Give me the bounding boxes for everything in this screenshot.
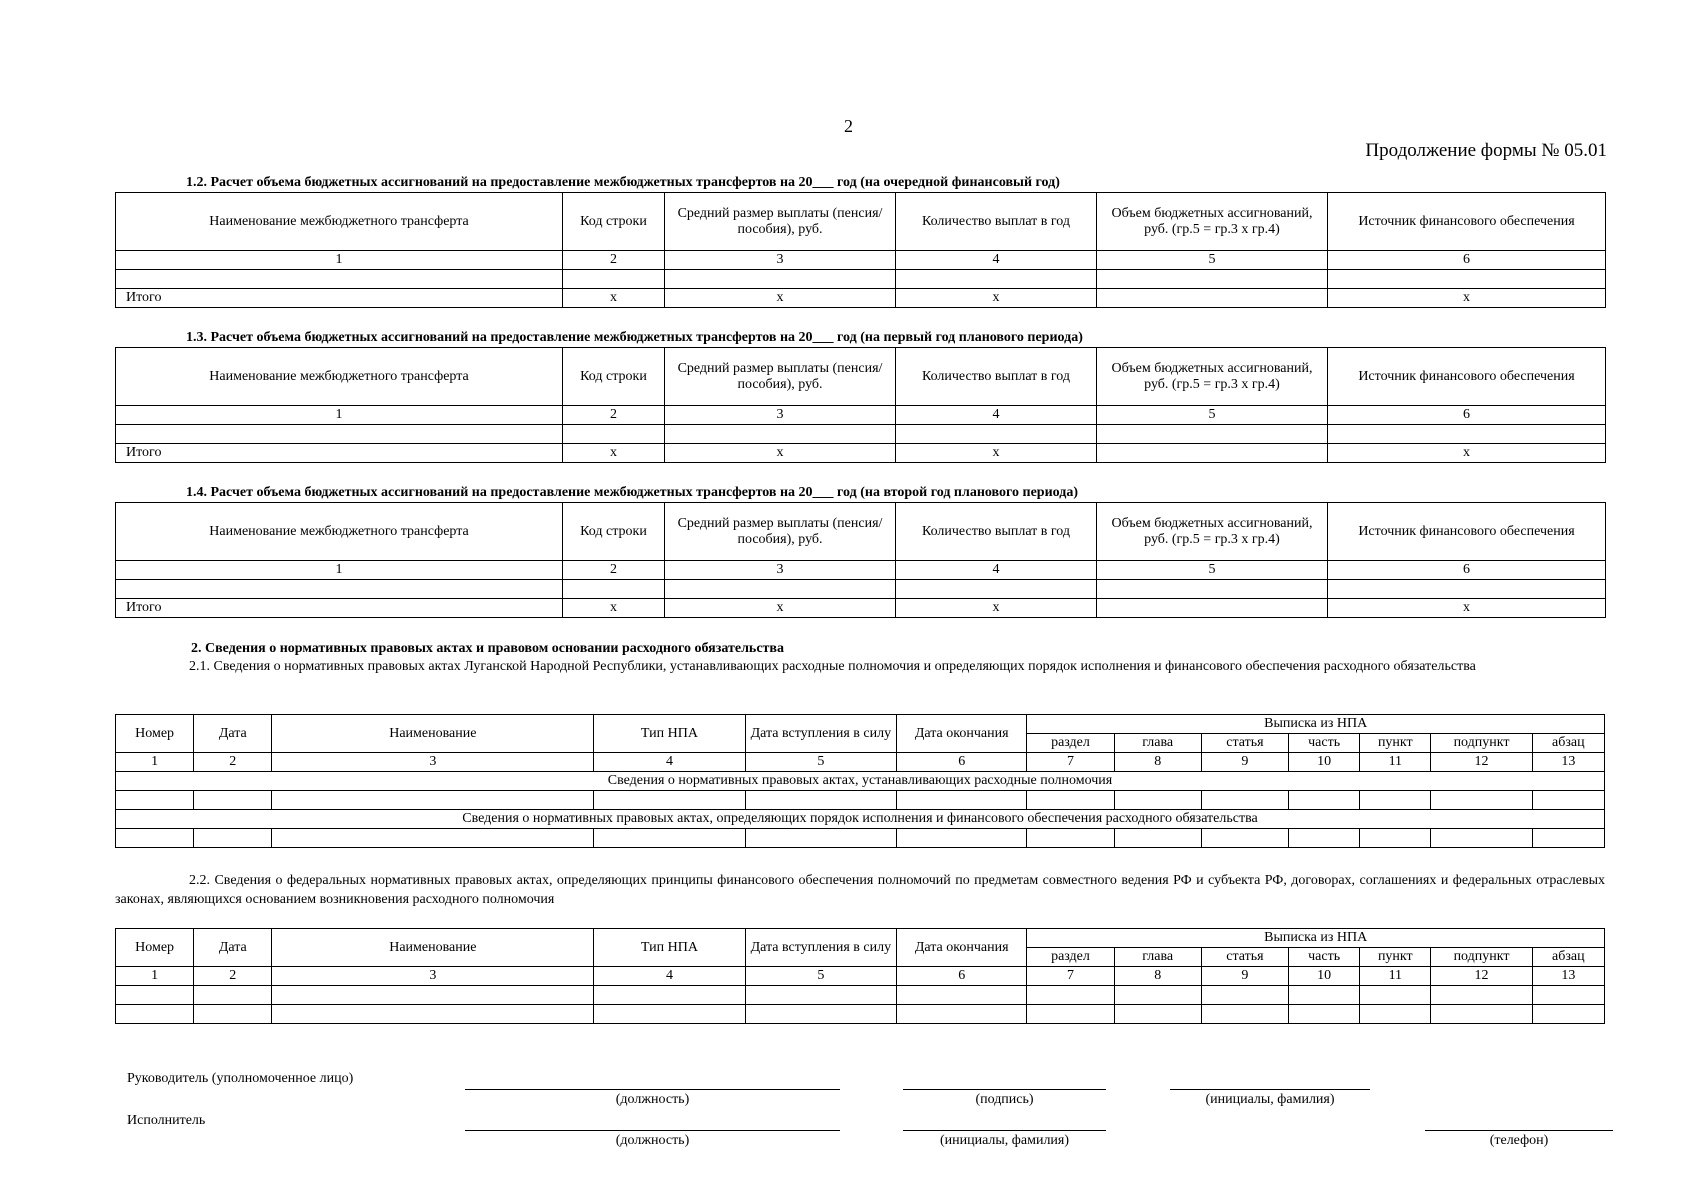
- column-number: 5: [1097, 251, 1328, 270]
- total-cell: [1097, 289, 1328, 308]
- transfer-table-1-4: [115, 502, 1606, 618]
- page-number: 2: [844, 116, 853, 136]
- header-payments-count: Количество выплат в год: [896, 193, 1097, 251]
- table-cell: [1431, 1005, 1532, 1024]
- header-payments-count: Количество выплат в год: [896, 348, 1097, 406]
- table-cell: [594, 829, 745, 848]
- table-cell: [1114, 791, 1201, 810]
- total-cell: х: [665, 444, 896, 463]
- header-effective-date: Дата вступления в силу: [745, 929, 896, 967]
- section-1-3-title: 1.3. Расчет объема бюджетных ассигнований на предоставление межбюджетных трансфертов на 20___ год (на первый год планового периода): [186, 330, 1083, 345]
- column-number: 3: [272, 967, 594, 986]
- total-cell: х: [563, 444, 665, 463]
- table-cell: [272, 829, 594, 848]
- header-budget-volume: Объем бюджетных ассигнований, руб. (гр.5 = гр.3 х гр.4): [1097, 348, 1328, 406]
- header-date: Дата: [194, 715, 272, 753]
- table-cell: [563, 270, 665, 289]
- table-cell: [194, 791, 272, 810]
- subheader-subclause: подпункт: [1431, 948, 1532, 967]
- subheader-section: раздел: [1027, 734, 1114, 753]
- column-number-row: [116, 967, 1605, 986]
- header-number: Номер: [116, 715, 194, 753]
- column-number: 7: [1027, 967, 1114, 986]
- table-cell: [1201, 791, 1288, 810]
- table-cell: [1027, 1005, 1114, 1024]
- table-cell: [1360, 829, 1431, 848]
- column-number: 6: [1328, 251, 1606, 270]
- table-cell: [272, 791, 594, 810]
- column-number: 4: [594, 753, 745, 772]
- total-row: [116, 599, 1606, 618]
- head-initials-line[interactable]: [1170, 1089, 1370, 1090]
- empty-data-row: [116, 1005, 1605, 1024]
- group-row: [116, 810, 1605, 829]
- column-number: 13: [1532, 967, 1604, 986]
- column-number: 3: [665, 561, 896, 580]
- header-budget-volume: Объем бюджетных ассигнований, руб. (гр.5 = гр.3 х гр.4): [1097, 193, 1328, 251]
- header-funding-source: Источник финансового обеспечения: [1328, 503, 1606, 561]
- total-row: [116, 444, 1606, 463]
- column-number: 10: [1289, 753, 1360, 772]
- column-number: 2: [563, 251, 665, 270]
- column-number: 4: [896, 406, 1097, 425]
- group-row: [116, 772, 1605, 791]
- executor-position-caption: (должность): [615, 1133, 690, 1148]
- column-number: 2: [194, 753, 272, 772]
- empty-data-row: [116, 425, 1606, 444]
- column-number: 1: [116, 967, 194, 986]
- table-cell: [116, 425, 563, 444]
- head-position-caption: (должность): [615, 1092, 690, 1107]
- column-number: 5: [745, 753, 896, 772]
- table-cell: [116, 1005, 194, 1024]
- column-number: 9: [1201, 967, 1288, 986]
- header-funding-source: Источник финансового обеспечения: [1328, 348, 1606, 406]
- total-row: [116, 289, 1606, 308]
- total-cell: [1097, 444, 1328, 463]
- head-position-line[interactable]: [465, 1089, 840, 1090]
- table-cell: [665, 580, 896, 599]
- table-cell: [745, 829, 896, 848]
- table-header-row: [116, 503, 1606, 561]
- header-end-date: Дата окончания: [897, 715, 1027, 753]
- column-number: 13: [1532, 753, 1604, 772]
- column-number: 12: [1431, 753, 1532, 772]
- column-number: 3: [272, 753, 594, 772]
- empty-data-row: [116, 270, 1606, 289]
- table-cell: [1097, 580, 1328, 599]
- header-effective-date: Дата вступления в силу: [745, 715, 896, 753]
- table-cell: [1360, 791, 1431, 810]
- table-cell: [594, 986, 745, 1005]
- section-2-1-text: 2.1. Сведения о нормативных правовых актах Луганской Народной Республики, устанавливающих расходные полномочия и определяющих порядок исполнения и финансового обеспечения расходного обязательства: [189, 659, 1476, 674]
- table-header-row: [116, 193, 1606, 251]
- column-number-row: [116, 561, 1606, 580]
- table-cell: [1114, 1005, 1201, 1024]
- header-transfer-name: Наименование межбюджетного трансферта: [116, 503, 563, 561]
- header-funding-source: Источник финансового обеспечения: [1328, 193, 1606, 251]
- table-header-row: [116, 929, 1605, 948]
- table-cell: [1289, 791, 1360, 810]
- column-number: 4: [896, 561, 1097, 580]
- subheader-clause: пункт: [1360, 734, 1431, 753]
- table-cell: [745, 986, 896, 1005]
- table-cell: [116, 270, 563, 289]
- header-budget-volume: Объем бюджетных ассигнований, руб. (гр.5 = гр.3 х гр.4): [1097, 503, 1328, 561]
- table-cell: [745, 1005, 896, 1024]
- total-cell: х: [665, 599, 896, 618]
- section-2-2-paragraph: [115, 871, 1605, 909]
- table-cell: [116, 829, 194, 848]
- subheader-subclause: подпункт: [1431, 734, 1532, 753]
- table-cell: [1114, 986, 1201, 1005]
- column-number: 1: [116, 406, 563, 425]
- table-cell: [1532, 829, 1604, 848]
- column-number: 1: [116, 753, 194, 772]
- table-cell: [896, 425, 1097, 444]
- column-number: 5: [745, 967, 896, 986]
- npa-table-2-2: [115, 928, 1605, 1024]
- column-number: 3: [665, 406, 896, 425]
- table-cell: [594, 791, 745, 810]
- header-avg-payment: Средний размер выплаты (пенсия/пособия), руб.: [665, 193, 896, 251]
- total-cell: х: [1328, 599, 1606, 618]
- column-number: 6: [1328, 561, 1606, 580]
- header-row-code: Код строки: [563, 503, 665, 561]
- column-number: 6: [897, 753, 1027, 772]
- table-cell: [896, 270, 1097, 289]
- table-cell: [116, 791, 194, 810]
- table-cell: [1532, 791, 1604, 810]
- table-cell: [1201, 1005, 1288, 1024]
- table-cell: [563, 425, 665, 444]
- section-1-2-title: 1.2. Расчет объема бюджетных ассигнований на предоставление межбюджетных трансфертов на 20___ год (на очередной финансовый год): [186, 175, 1060, 190]
- table-cell: [1532, 986, 1604, 1005]
- table-cell: [1431, 791, 1532, 810]
- column-number-row: [116, 251, 1606, 270]
- table-cell: [897, 829, 1027, 848]
- table-cell: [116, 580, 563, 599]
- column-number: 2: [563, 561, 665, 580]
- header-npa-extract: Выписка из НПА: [1027, 929, 1605, 948]
- subheader-chapter: глава: [1114, 734, 1201, 753]
- table-cell: [897, 986, 1027, 1005]
- table-cell: [594, 1005, 745, 1024]
- column-number: 1: [116, 561, 563, 580]
- executor-phone-caption: (телефон): [1489, 1133, 1549, 1148]
- empty-data-row: [116, 829, 1605, 848]
- table-cell: [1114, 829, 1201, 848]
- transfer-table-1-3: [115, 347, 1606, 463]
- total-label: Итого: [116, 289, 563, 308]
- column-number: 6: [1328, 406, 1606, 425]
- executor-initials-caption: (инициалы, фамилия): [939, 1133, 1070, 1148]
- table-cell: [194, 1005, 272, 1024]
- table-cell: [1289, 829, 1360, 848]
- column-number-row: [116, 406, 1606, 425]
- section-2-title: 2. Сведения о нормативных правовых актах и правовом основании расходного обязательства: [191, 641, 784, 656]
- form-continuation-label: Продолжение формы № 05.01: [1365, 140, 1607, 161]
- group-row-label: Сведения о нормативных правовых актах, устанавливающих расходные полномочия: [116, 772, 1605, 791]
- head-signature-line[interactable]: [903, 1089, 1106, 1090]
- empty-data-row: [116, 986, 1605, 1005]
- header-payments-count: Количество выплат в год: [896, 503, 1097, 561]
- column-number: 12: [1431, 967, 1532, 986]
- total-cell: х: [563, 289, 665, 308]
- empty-data-row: [116, 580, 1606, 599]
- header-transfer-name: Наименование межбюджетного трансферта: [116, 348, 563, 406]
- table-header-row: [116, 348, 1606, 406]
- table-cell: [1289, 986, 1360, 1005]
- column-number: 1: [116, 251, 563, 270]
- empty-data-row: [116, 791, 1605, 810]
- total-cell: х: [665, 289, 896, 308]
- npa-table-2-1: [115, 714, 1605, 848]
- table-cell: [1027, 791, 1114, 810]
- header-avg-payment: Средний размер выплаты (пенсия/пособия), руб.: [665, 503, 896, 561]
- head-signature-caption: (подпись): [975, 1092, 1034, 1107]
- head-initials-caption: (инициалы, фамилия): [1205, 1092, 1335, 1107]
- section-1-4-title: 1.4. Расчет объема бюджетных ассигнований на предоставление межбюджетных трансфертов на 20___ год (на второй год планового периода): [186, 485, 1078, 500]
- table-cell: [897, 1005, 1027, 1024]
- header-avg-payment: Средний размер выплаты (пенсия/пособия), руб.: [665, 348, 896, 406]
- total-label: Итого: [116, 599, 563, 618]
- subheader-article: статья: [1201, 734, 1288, 753]
- table-cell: [1328, 270, 1606, 289]
- executor-label: Исполнитель: [127, 1113, 206, 1128]
- header-end-date: Дата окончания: [897, 929, 1027, 967]
- column-number: 11: [1360, 967, 1431, 986]
- column-number: 2: [194, 967, 272, 986]
- executor-position-line[interactable]: [465, 1130, 840, 1131]
- total-cell: х: [1328, 289, 1606, 308]
- table-cell: [897, 791, 1027, 810]
- table-cell: [1360, 986, 1431, 1005]
- subheader-article: статья: [1201, 948, 1288, 967]
- table-cell: [1201, 986, 1288, 1005]
- total-cell: х: [896, 444, 1097, 463]
- table-cell: [1027, 829, 1114, 848]
- group-row-label: Сведения о нормативных правовых актах, определяющих порядок исполнения и финансового обеспечения расходного обязательства: [116, 810, 1605, 829]
- column-number: 8: [1114, 753, 1201, 772]
- column-number: 8: [1114, 967, 1201, 986]
- head-label: Руководитель (уполномоченное лицо): [127, 1071, 354, 1086]
- table-cell: [896, 580, 1097, 599]
- column-number: 3: [665, 251, 896, 270]
- column-number-row: [116, 753, 1605, 772]
- column-number: 10: [1289, 967, 1360, 986]
- table-cell: [272, 986, 594, 1005]
- total-cell: х: [563, 599, 665, 618]
- table-cell: [194, 829, 272, 848]
- table-cell: [665, 425, 896, 444]
- table-cell: [1097, 270, 1328, 289]
- subheader-clause: пункт: [1360, 948, 1431, 967]
- executor-phone-line[interactable]: [1425, 1130, 1613, 1131]
- column-number: 4: [896, 251, 1097, 270]
- table-cell: [745, 791, 896, 810]
- subheader-chapter: глава: [1114, 948, 1201, 967]
- table-cell: [1201, 829, 1288, 848]
- header-row-code: Код строки: [563, 193, 665, 251]
- header-npa-extract: Выписка из НПА: [1027, 715, 1605, 734]
- header-date: Дата: [194, 929, 272, 967]
- table-cell: [272, 1005, 594, 1024]
- column-number: 4: [594, 967, 745, 986]
- header-row-code: Код строки: [563, 348, 665, 406]
- subheader-part: часть: [1289, 948, 1360, 967]
- table-cell: [1097, 425, 1328, 444]
- column-number: 6: [897, 967, 1027, 986]
- table-cell: [1360, 1005, 1431, 1024]
- table-cell: [1328, 580, 1606, 599]
- executor-initials-line[interactable]: [903, 1130, 1106, 1131]
- table-header-row: [116, 715, 1605, 734]
- subheader-paragraph: абзац: [1532, 948, 1604, 967]
- header-npa-type: Тип НПА: [594, 929, 745, 967]
- table-cell: [665, 270, 896, 289]
- total-cell: х: [896, 599, 1097, 618]
- total-label: Итого: [116, 444, 563, 463]
- column-number: 11: [1360, 753, 1431, 772]
- column-number: 7: [1027, 753, 1114, 772]
- table-cell: [563, 580, 665, 599]
- table-cell: [116, 986, 194, 1005]
- transfer-table-1-2: [115, 192, 1606, 308]
- column-number: 9: [1201, 753, 1288, 772]
- header-transfer-name: Наименование межбюджетного трансферта: [116, 193, 563, 251]
- section-2-1-paragraph: [115, 657, 1605, 676]
- table-cell: [194, 986, 272, 1005]
- table-cell: [1532, 1005, 1604, 1024]
- table-cell: [1328, 425, 1606, 444]
- subheader-part: часть: [1289, 734, 1360, 753]
- table-cell: [1431, 829, 1532, 848]
- table-cell: [1289, 1005, 1360, 1024]
- total-cell: х: [1328, 444, 1606, 463]
- column-number: 5: [1097, 561, 1328, 580]
- table-cell: [1027, 986, 1114, 1005]
- subheader-paragraph: абзац: [1532, 734, 1604, 753]
- section-2-2-text: 2.2. Сведения о федеральных нормативных правовых актах, определяющих принципы финансового обеспечения полномочий по предметам совместного ведения РФ и субъекта РФ, договорах, соглашениях и федеральных отраслевых законах, являющихся основанием возникновения расходного полномочия: [115, 873, 1605, 907]
- subheader-section: раздел: [1027, 948, 1114, 967]
- column-number: 2: [563, 406, 665, 425]
- header-name: Наименование: [272, 929, 594, 967]
- header-name: Наименование: [272, 715, 594, 753]
- total-cell: [1097, 599, 1328, 618]
- header-npa-type: Тип НПА: [594, 715, 745, 753]
- header-number: Номер: [116, 929, 194, 967]
- total-cell: х: [896, 289, 1097, 308]
- column-number: 5: [1097, 406, 1328, 425]
- table-cell: [1431, 986, 1532, 1005]
